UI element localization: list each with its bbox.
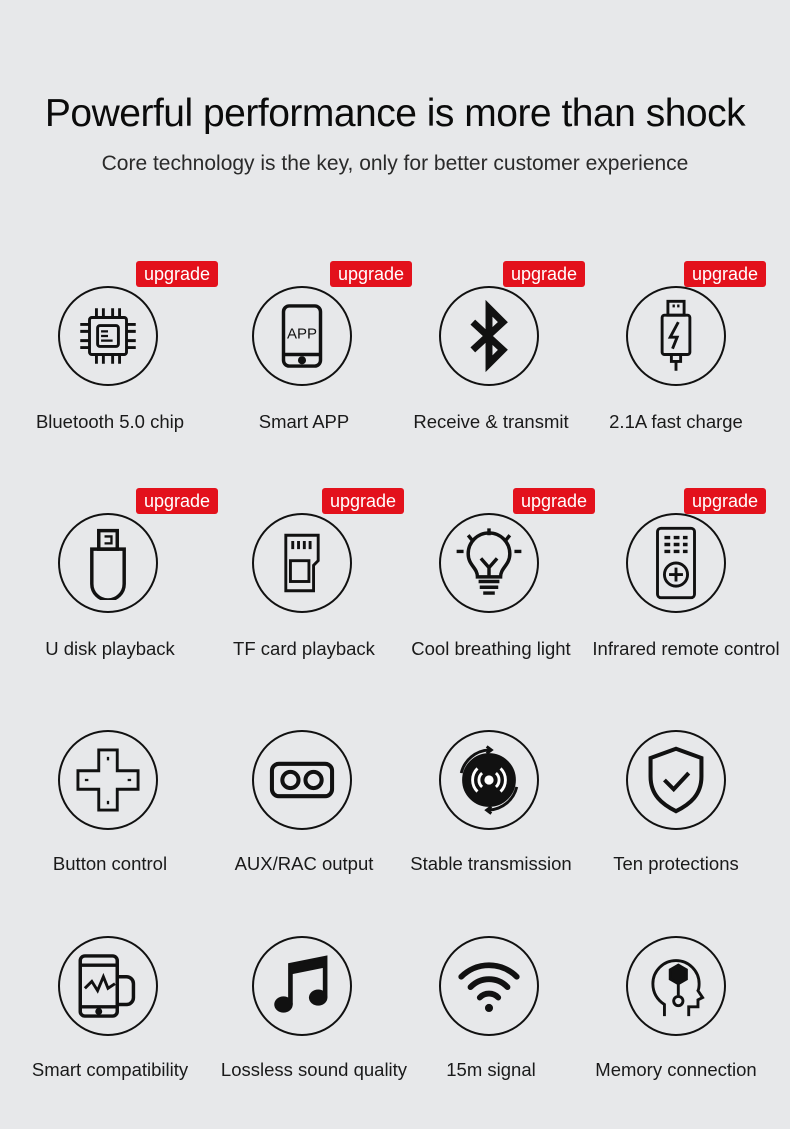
feature-label: Bluetooth 5.0 chip [35, 411, 185, 432]
upgrade-badge: upgrade [684, 261, 766, 287]
feature-button-control [10, 700, 210, 890]
feature-label: Lossless sound quality [220, 1059, 408, 1080]
feature-label: Cool breathing light [411, 638, 571, 659]
music-note-icon [265, 949, 339, 1023]
feature-15m-signal [391, 906, 591, 1096]
feature-label: Smart compatibility [31, 1059, 189, 1080]
sd-card-icon [265, 526, 339, 600]
feature-label: AUX/RAC output [234, 853, 374, 874]
device-compatibility-icon [71, 949, 145, 1023]
feature-circle [58, 936, 158, 1036]
remote-control-icon [639, 526, 713, 600]
feature-label: Receive & transmit [413, 411, 569, 432]
chip-icon [71, 299, 145, 373]
feature-label: Stable transmission [410, 853, 572, 874]
light-bulb-icon [452, 526, 526, 600]
feature-circle [58, 513, 158, 613]
dpad-icon [71, 743, 145, 817]
feature-circle [252, 936, 352, 1036]
upgrade-badge: upgrade [503, 261, 585, 287]
feature-label: 2.1A fast charge [609, 411, 743, 432]
feature-circle [58, 730, 158, 830]
feature-u-disk [10, 485, 210, 675]
feature-circle [439, 730, 539, 830]
feature-lossless-sound [214, 906, 414, 1096]
feature-infrared-remote [586, 485, 786, 675]
feature-label: 15m signal [446, 1059, 536, 1080]
upgrade-badge: upgrade [136, 261, 218, 287]
feature-smart-compatibility [10, 906, 210, 1096]
feature-circle [626, 936, 726, 1036]
upgrade-badge: upgrade [322, 488, 404, 514]
feature-circle [626, 286, 726, 386]
feature-aux-output [204, 700, 404, 890]
feature-breathing-light [391, 485, 591, 675]
feature-label: U disk playback [45, 638, 175, 659]
page-subtitle: Core technology is the key, only for better customer experience [101, 152, 689, 175]
feature-stable-transmission [391, 700, 591, 890]
page-title: Powerful performance is more than shock [44, 92, 746, 135]
feature-circle [439, 286, 539, 386]
shield-check-icon [639, 743, 713, 817]
feature-label: Smart APP [258, 411, 350, 432]
phone-app-icon [265, 299, 339, 373]
upgrade-badge: upgrade [513, 488, 595, 514]
feature-memory-connection [576, 906, 776, 1096]
aux-output-icon [265, 743, 339, 817]
feature-label: Button control [52, 853, 168, 874]
feature-receive-transmit [391, 258, 591, 448]
usb-disk-icon [71, 526, 145, 600]
feature-tf-card [204, 485, 404, 675]
feature-circle [58, 286, 158, 386]
wireless-signal-icon [452, 743, 526, 817]
feature-label: Memory connection [595, 1059, 757, 1080]
upgrade-badge: upgrade [136, 488, 218, 514]
usb-charge-icon [639, 299, 713, 373]
feature-label: Ten protections [613, 853, 739, 874]
wifi-icon [452, 949, 526, 1023]
upgrade-badge: upgrade [330, 261, 412, 287]
app-icon-text: APP [286, 325, 318, 343]
feature-ten-protections [576, 700, 776, 890]
feature-smart-app [204, 258, 404, 448]
feature-label: TF card playback [233, 638, 375, 659]
feature-fast-charge [576, 258, 776, 448]
upgrade-badge: upgrade [684, 488, 766, 514]
bluetooth-icon [452, 299, 526, 373]
brain-head-icon [639, 949, 713, 1023]
feature-circle [626, 513, 726, 613]
feature-circle [439, 513, 539, 613]
feature-circle [252, 286, 352, 386]
feature-label: Infrared remote control [592, 638, 780, 659]
feature-bluetooth-chip [10, 258, 210, 448]
feature-circle [626, 730, 726, 830]
feature-circle [439, 936, 539, 1036]
feature-circle [252, 730, 352, 830]
feature-circle [252, 513, 352, 613]
